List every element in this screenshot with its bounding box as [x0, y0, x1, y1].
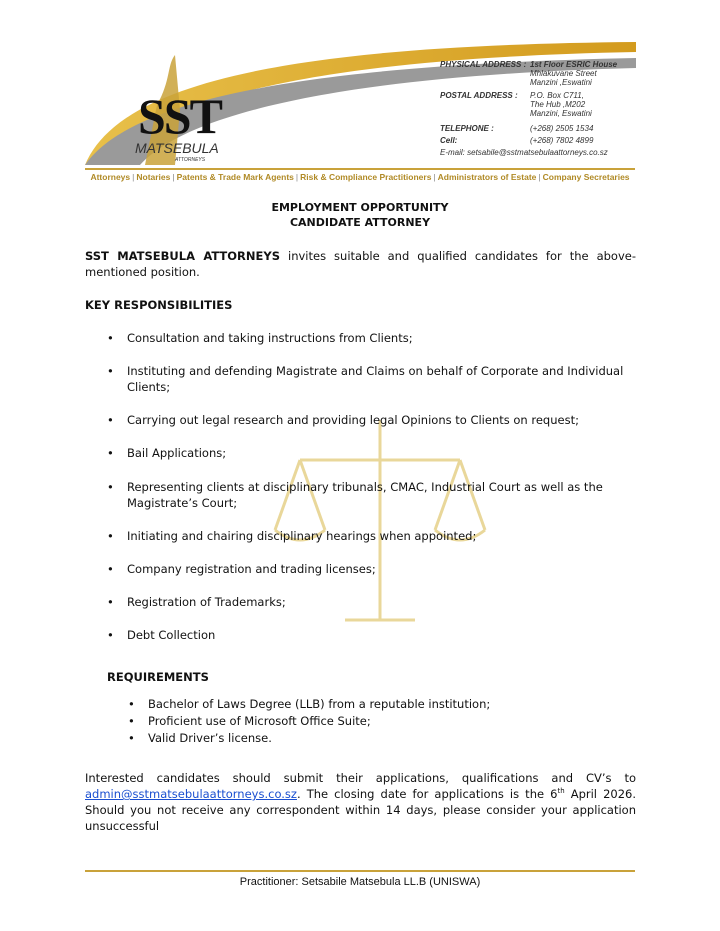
email-link[interactable]: admin@sstmatsebulaattorneys.co.sz	[85, 787, 297, 801]
logo: SST	[138, 88, 221, 144]
list-item: • Proficient use of Microsoft Office Suite;	[128, 714, 371, 728]
responsibilities-heading: KEY RESPONSIBILITIES	[85, 298, 233, 312]
list-item: • Representing clients at disciplinary tribunals, CMAC, Industrial Court as well as the Magistrate’s Court;	[107, 480, 603, 510]
list-item: • Valid Driver’s license.	[128, 731, 272, 745]
list-item: • Company registration and trading licenses;	[107, 562, 376, 576]
intro-paragraph: SST MATSEBULA ATTORNEYS invites suitable and qualified candidates for the above-mentioned position.	[85, 249, 636, 279]
logo-name: MATSEBULA	[135, 140, 219, 156]
list-item: • Debt Collection	[107, 628, 216, 642]
list-item: • Consultation and taking instructions from Clients;	[107, 331, 413, 345]
contact-block: PHYSICAL ADDRESS : 1st Floor ESRIC House Mhlakuvane Street Manzini ,Eswatini POSTAL ADDRESS : P.O. Box C711, The Hub ,M202 Manzini, Eswatini TELEPHONE : (+268) 2505 1534 Cell: (+268) 7802 4899 E-mail: setsabile@sstmatsebulaattorneys.co.sz	[440, 60, 618, 157]
services-line: Attorneys | Notaries | Patents & Trade Mark Agents | Risk & Compliance Practitioners | Administrators of Estate | Company Secretaries	[90, 172, 630, 182]
logo-sub: ATTORNEYS	[175, 157, 206, 163]
header-rule	[85, 168, 635, 170]
list-item: • Initiating and chairing disciplinary hearings when appointed;	[107, 529, 477, 543]
footer-text: Practitioner: Setsabile Matsebula LL.B (UNISWA)	[239, 876, 481, 888]
list-item: • Bail Applications;	[107, 446, 227, 460]
page-title: EMPLOYMENT OPPORTUNITY CANDIDATE ATTORNEY	[271, 201, 449, 229]
list-item: • Bachelor of Laws Degree (LLB) from a reputable institution;	[128, 697, 491, 711]
requirements-heading: REQUIREMENTS	[107, 670, 209, 684]
list-item: • Registration of Trademarks;	[107, 595, 286, 609]
list-item: • Instituting and defending Magistrate and Claims on behalf of Corporate and Individual Clients;	[107, 364, 624, 394]
list-item: • Carrying out legal research and providing legal Opinions to Clients on request;	[107, 413, 579, 427]
footer-rule	[85, 870, 635, 872]
closing-paragraph: Interested candidates should submit their applications, qualifications and CV’s to admin@sstmatsebulaattorneys.co.sz. The closing date for applications is the 6th April 2026. Should you not receive any correspondent within 14 days, please consider your application unsuccessful	[85, 771, 636, 833]
